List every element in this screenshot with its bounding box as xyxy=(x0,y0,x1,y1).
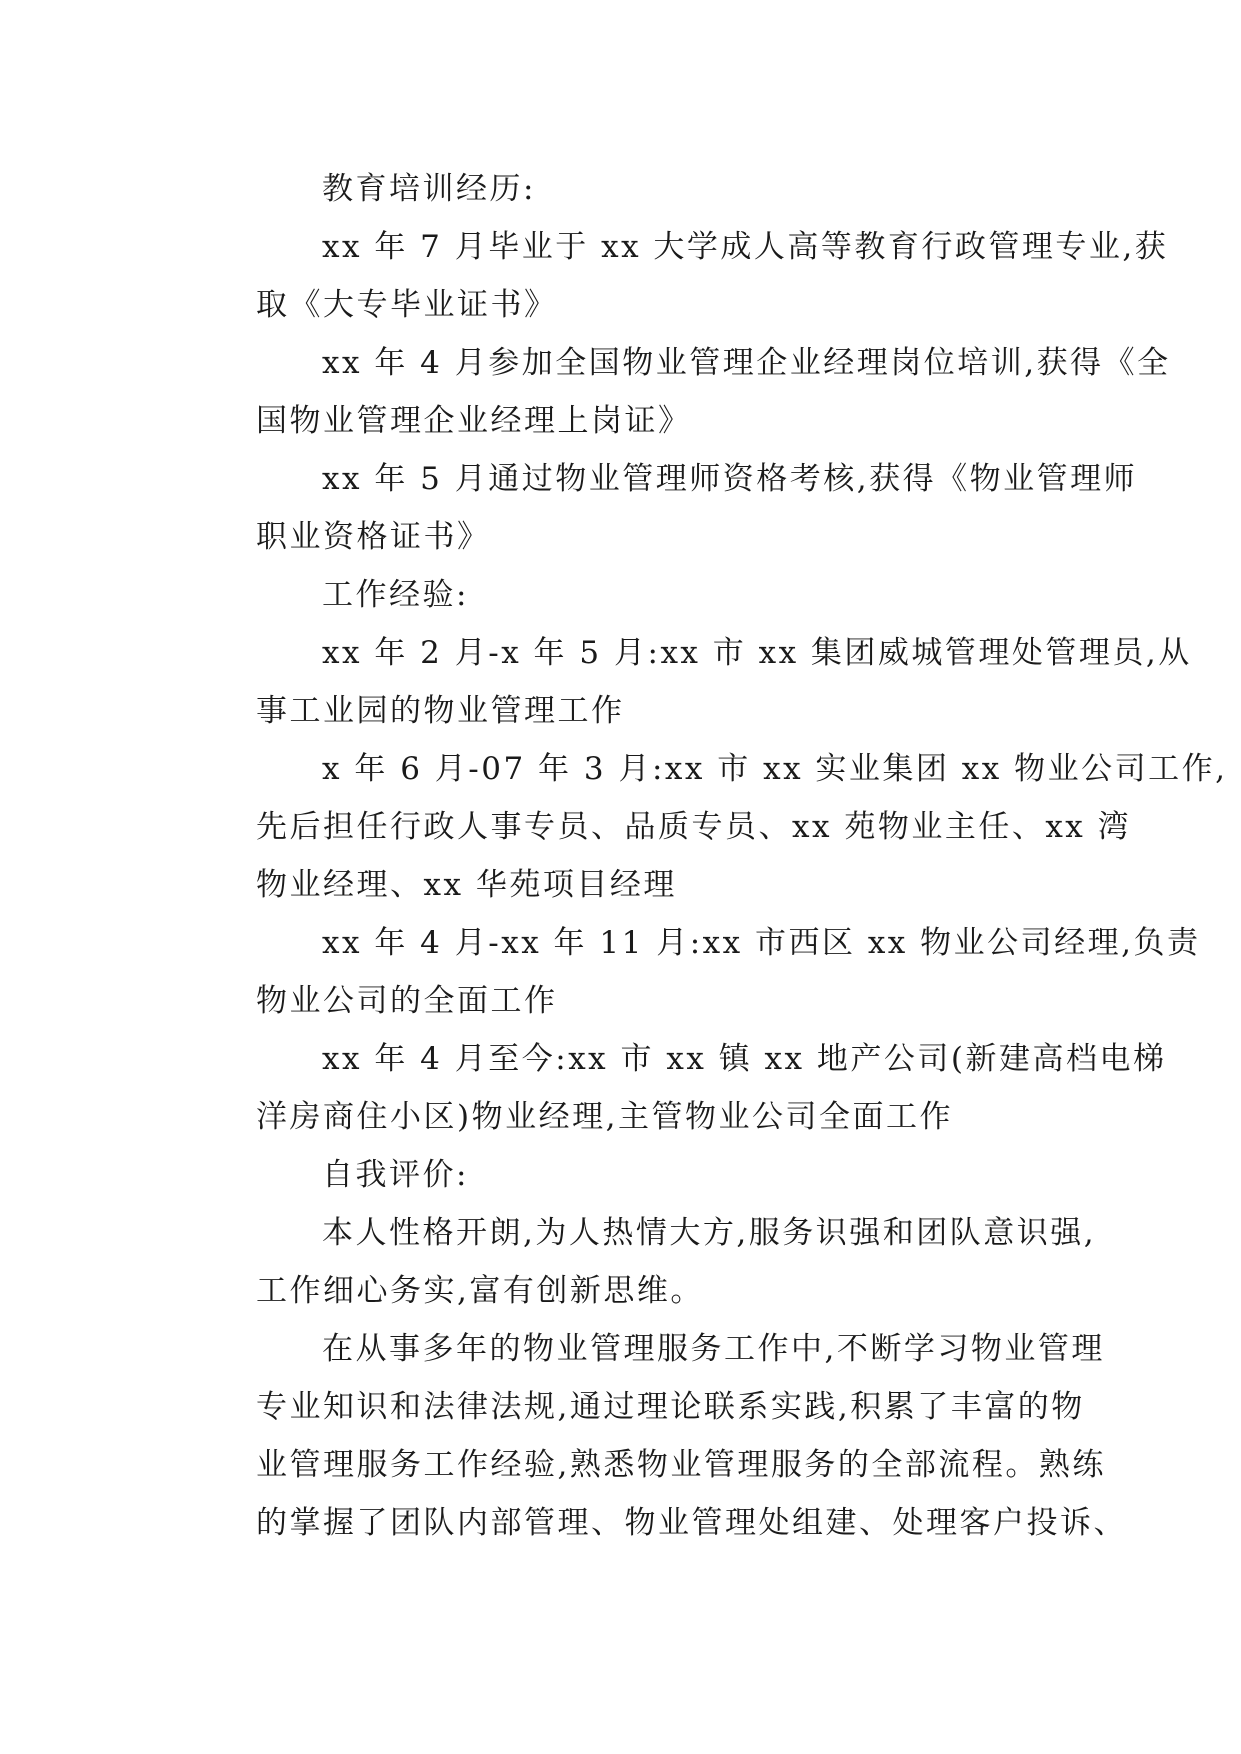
paragraph-education-1 xyxy=(190,218,1169,334)
heading-self-evaluation xyxy=(190,1146,1060,1204)
text-line: 的掌握了团队内部管理、物业管理处组建、处理客户投诉、 xyxy=(256,1505,1127,1541)
paragraph-work-3 xyxy=(190,914,1201,1030)
paragraph-work-2 xyxy=(190,740,1228,914)
text-line: xx 年 2 月-x 年 5 月:xx 市 xx 集团威城管理处管理员,从 xyxy=(322,635,1192,671)
text-line: 取《大专毕业证书》 xyxy=(256,287,558,323)
text-line: 工作细心务实,富有创新思维。 xyxy=(256,1273,704,1309)
text-line: 教育培训经历: xyxy=(322,171,536,207)
text-line: xx 年 7 月毕业于 xx 大学成人高等教育行政管理专业,获 xyxy=(322,229,1169,265)
paragraph-work-1 xyxy=(190,624,1192,740)
text-line: 工作经验: xyxy=(322,577,469,613)
text-line: 业管理服务工作经验,熟悉物业管理服务的全部流程。熟练 xyxy=(256,1447,1106,1483)
text-line: 洋房商住小区)物业经理,主管物业公司全面工作 xyxy=(256,1099,953,1135)
heading-work-experience xyxy=(190,566,1060,624)
text-line: 专业知识和法律法规,通过理论联系实践,积累了丰富的物 xyxy=(256,1389,1085,1425)
text-line: x 年 6 月-07 年 3 月:xx 市 xx 实业集团 xx 物业公司工作, xyxy=(322,751,1228,787)
paragraph-education-3 xyxy=(190,450,1138,566)
text-line: 物业经理、xx 华苑项目经理 xyxy=(256,867,677,903)
paragraph-work-4 xyxy=(190,1030,1167,1146)
text-line: 物业公司的全面工作 xyxy=(256,983,558,1019)
text-line: 本人性格开朗,为人热情大方,服务识强和团队意识强, xyxy=(322,1215,1097,1251)
paragraph-education-2 xyxy=(190,334,1171,450)
paragraph-self-1 xyxy=(190,1204,1097,1320)
paragraph-self-2 xyxy=(190,1320,1127,1552)
text-line: 先后担任行政人事专员、品质专员、xx 苑物业主任、xx 湾 xyxy=(256,809,1132,845)
text-line: xx 年 4 月至今:xx 市 xx 镇 xx 地产公司(新建高档电梯 xyxy=(322,1041,1167,1077)
text-line: 自我评价: xyxy=(322,1157,469,1193)
text-line: xx 年 4 月参加全国物业管理企业经理岗位培训,获得《全 xyxy=(322,345,1171,381)
document-body xyxy=(190,160,1228,1552)
heading-education xyxy=(190,160,1060,218)
text-line: 职业资格证书》 xyxy=(256,519,491,555)
text-line: 在从事多年的物业管理服务工作中,不断学习物业管理 xyxy=(322,1331,1105,1367)
text-line: 事工业园的物业管理工作 xyxy=(256,693,625,729)
text-line: xx 年 5 月通过物业管理师资格考核,获得《物业管理师 xyxy=(322,461,1138,497)
text-line: xx 年 4 月-xx 年 11 月:xx 市西区 xx 物业公司经理,负责 xyxy=(322,925,1201,961)
text-line: 国物业管理企业经理上岗证》 xyxy=(256,403,692,439)
